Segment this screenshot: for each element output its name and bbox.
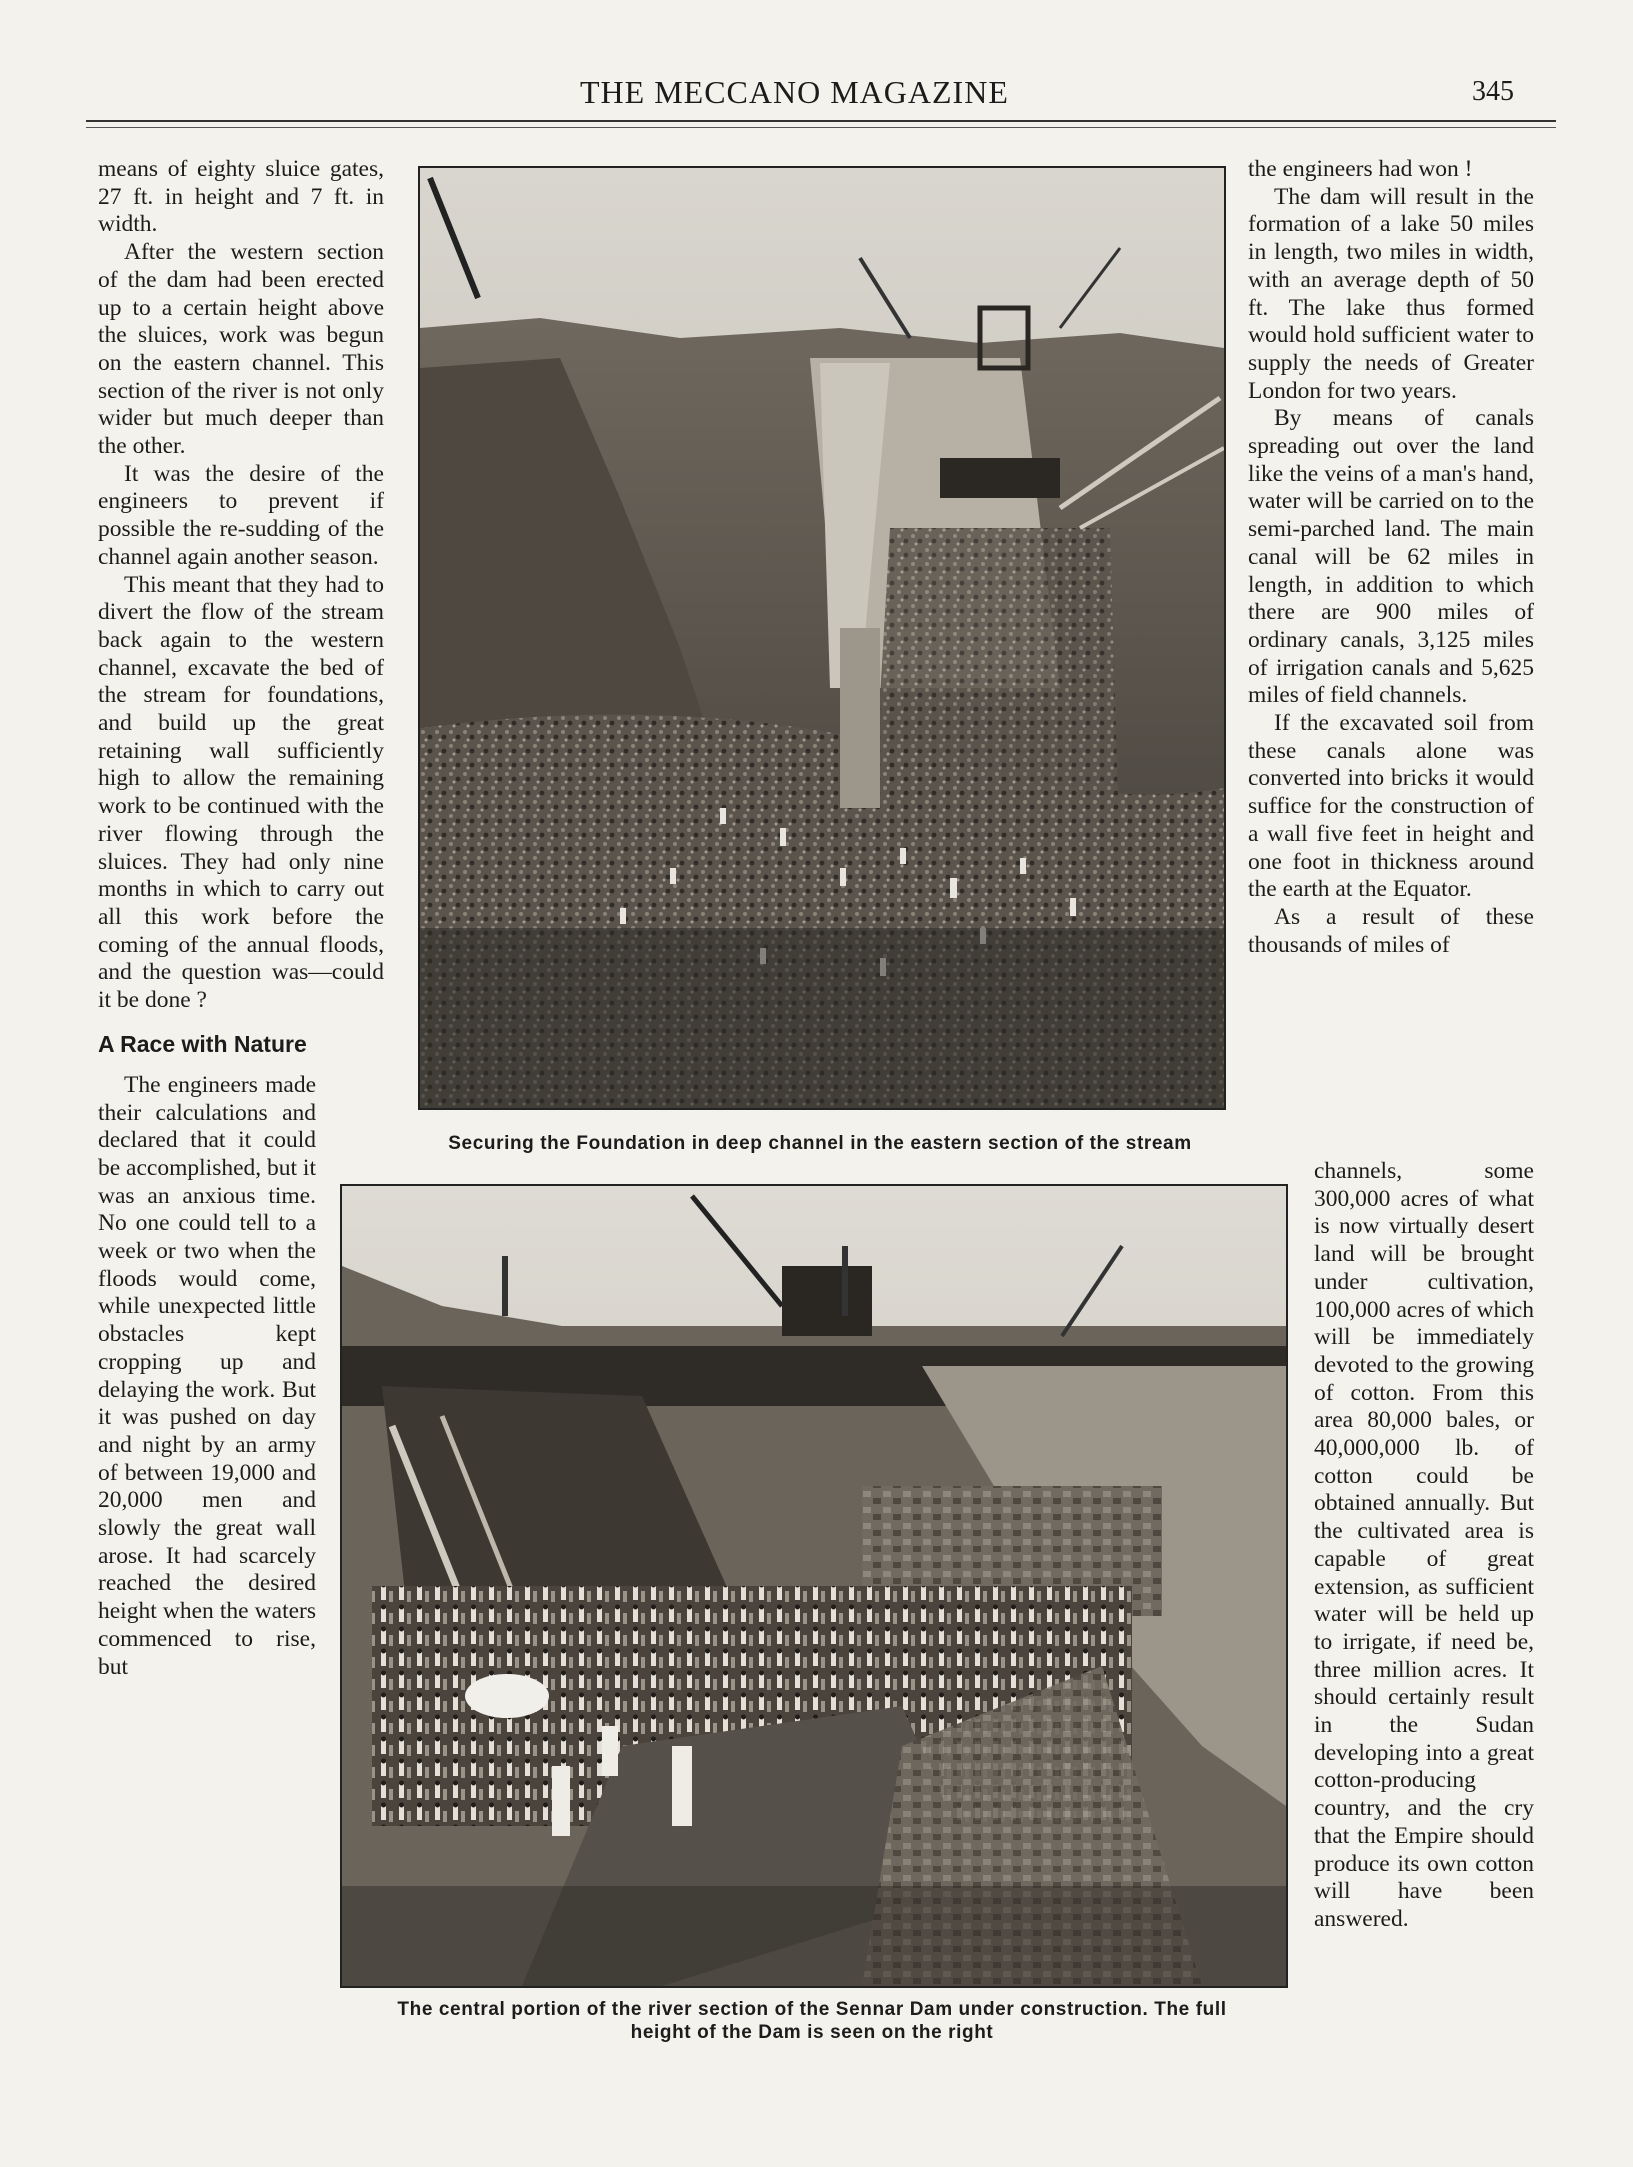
paragraph: means of eighty sluice gates, 27 ft. in height and 7 ft. in width. [98, 156, 384, 238]
paragraph: If the excavated soil from these canals alone was converted into bricks it would suffice for the construction of a wall five feet in height and one foot in thickness around the earth at the Equator. [1248, 710, 1534, 903]
header-rule [86, 120, 1556, 122]
subheading: A Race with Nature [98, 1030, 307, 1057]
paragraph: The dam will result in the formation of a lake 50 miles in length, two miles in width, with an average depth of 50 ft. The lake thus formed would hold sufficient water to supply the needs of Greater London for two years. [1248, 183, 1534, 404]
header-rule-thin [86, 127, 1556, 128]
caption-line: The central portion of the river section of the Sennar Dam under construction. The full [397, 1999, 1227, 2020]
page-number: 345 [1472, 76, 1514, 107]
paragraph: the engineers had won ! [1248, 156, 1473, 182]
top-photo-caption: Securing the Foundation in deep channel in the eastern section of the stream [448, 1133, 1192, 1154]
paragraph: This meant that they had to divert the flow of the stream back again to the western channel, excavate the bed of the stream for foundations, and build up the great retaining wall sufficiently high to allow the remaining work to be continued with the river flowing through the sluices. They had only nine months in which to carry out all this work before the coming of the annual floods, and the question was—could it be done ? [98, 571, 384, 1014]
caption-line: height of the Dam is seen on the right [630, 2022, 994, 2043]
paragraph: It was the desire of the engineers to prevent if possible the re-sudding of the channel again another season. [98, 460, 384, 570]
photo-sennar-dam-central [340, 1184, 1288, 1988]
magazine-title: THE MECCANO MAGAZINE [580, 74, 1009, 110]
right-column-top [1248, 156, 1534, 959]
paragraph: After the western section of the dam had been erected up to a certain height above the sluices, work was begun on the eastern channel. This section of the river is not only wider but much deeper than the other. [98, 239, 384, 460]
paragraph: channels, some 300,000 acres of what is now virtually desert land will be brought under cultivation, 100,000 acres of which will be immediately devoted to the growing of cotton. From this area 80,000 bales, or 40,000,000 lb. of cotton could be obtained annually. But the cultivated area is capable of great extension, as sufficient water will be held up to irrigate, if need be, three million acres. It should certainly result in the Sudan developing into a great cotton-producing country, and the cry that the Empire should produce its own cotton will have been answered. [1314, 1158, 1534, 1932]
paragraph: As a result of these thousands of miles of [1248, 903, 1534, 958]
bottom-photo-caption [330, 1998, 1294, 2044]
right-column-bottom [1314, 1158, 1534, 1934]
paragraph: By means of canals spreading out over the land like the veins of a man's hand, water will be carried on to the semi-parched land. The main canal will be 62 miles in length, in addition to which there are 900 miles of ordinary canals, 3,125 miles of irrigation canals and 5,625 miles of field channels. [1248, 405, 1534, 709]
paragraph: The engineers made their calculations and declared that it could be accomplished, but it was an anxious time. No one could tell to a week or two when the floods would come, while unexpected little obstacles kept cropping up and delaying the work. But it was pushed on day and night by an army of between 19,000 and 20,000 men and slowly the great wall arose. It had scarcely reached the desired height when the waters commenced to rise, but [98, 1071, 316, 1680]
photo-dam-foundation [418, 166, 1226, 1110]
